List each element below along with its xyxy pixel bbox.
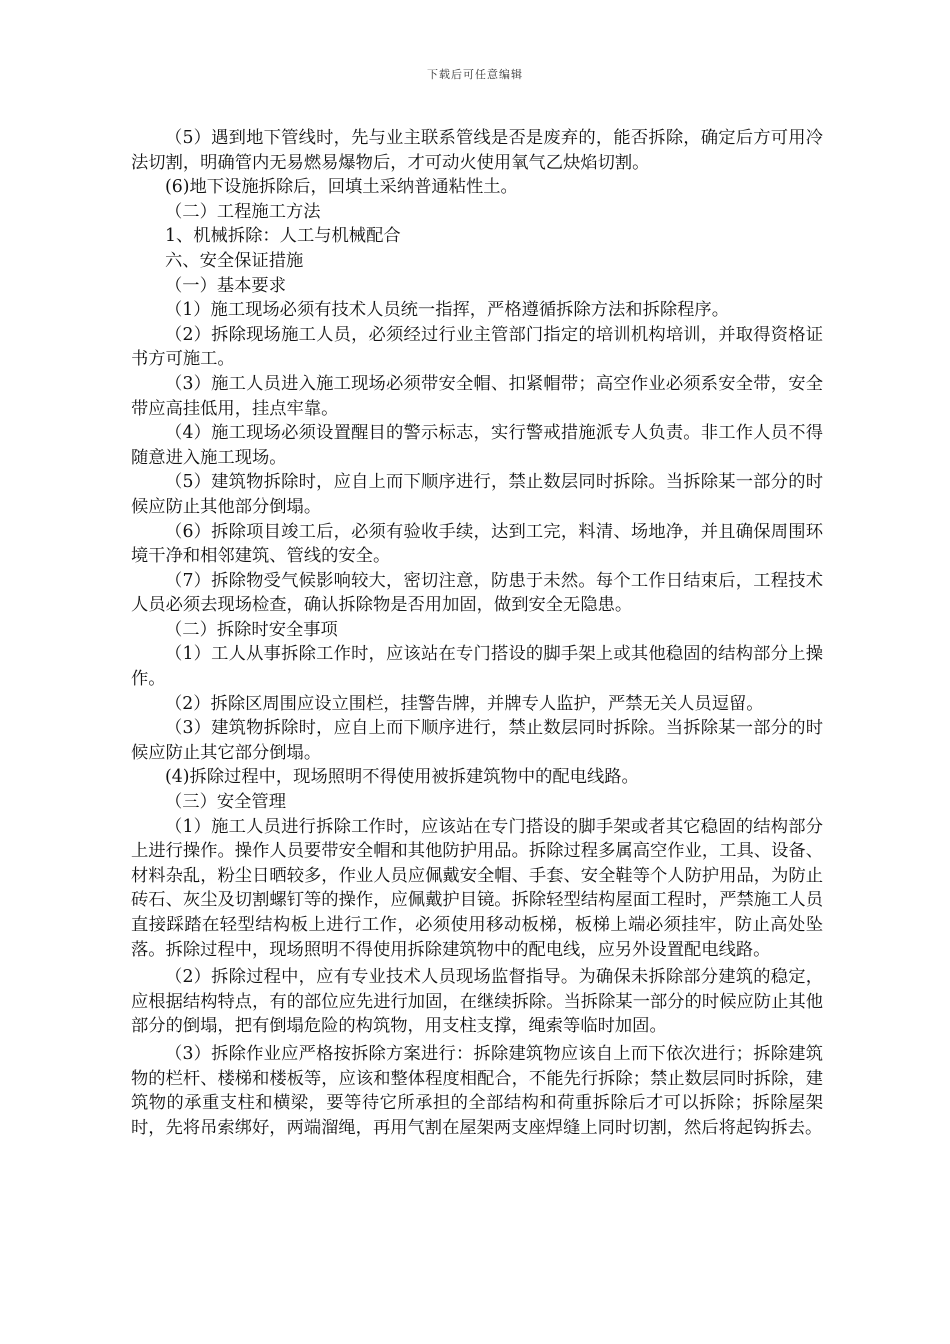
paragraph: (6)地下设施拆除后，回填土采纳普通粘性土。 xyxy=(165,177,518,198)
document-body xyxy=(131,126,823,1140)
section-heading: （一）基本要求 xyxy=(165,275,286,296)
section-heading: （二）拆除时安全事项 xyxy=(165,619,338,640)
paragraph: （1）工人从事拆除工作时，应该站在专门搭设的脚手架上或其他稳固的结构部分上操作。 xyxy=(131,644,823,690)
paragraph: （7）拆除物受气候影响较大，密切注意，防患于未然。每个工作日结束后，工程技术人员必须去现场检查，确认拆除物是否用加固，做到安全无隐患。 xyxy=(131,570,823,616)
paragraph: （6）拆除项目竣工后，必须有验收手续，达到工完，料清、场地净，并且确保周围环境干净和相邻建筑、管线的安全。 xyxy=(131,521,823,567)
paragraph: (4)拆除过程中，现场照明不得使用被拆建筑物中的配电线路。 xyxy=(165,767,639,788)
paragraph: 1、机械拆除：人工与机械配合 xyxy=(165,226,401,247)
section-heading: （三）安全管理 xyxy=(165,792,286,813)
paragraph: （1）施工现场必须有技术人员统一指挥，严格遵循拆除方法和拆除程序。 xyxy=(165,300,729,321)
paragraph: （1）施工人员进行拆除工作时，应该站在专门搭设的脚手架或者其它稳固的结构部分上进行操作。操作人员要带安全帽和其他防护用品。拆除过程多属高空作业，工具、设备、材料杂乱，粉尘日晒较多，作业人员应佩戴安全帽、手套、安全鞋等个人防护用品，为防止砖石、灰尘及切割螺钉等的操作，应佩戴护目镜。拆除轻型结构屋面工程时，严禁施工人员直接踩踏在轻型结构板上进行工作，必须使用移动板梯，板梯上端必须挂牢，防止高处坠落。拆除过程中，现场照明不得使用拆除建筑物中的配电线，应另外设置配电线路。 xyxy=(131,816,823,960)
paragraph: （2）拆除过程中，应有专业技术人员现场监督指导。为确保未拆除部分建筑的稳定，应根据结构特点，有的部位应先进行加固，在继续拆除。当拆除某一部分的时候应防止其他部分的倒塌，把有倒塌危险的构筑物，用支柱支撑，绳索等临时加固。 xyxy=(131,967,823,1037)
paragraph: （2）拆除区周围应设立围栏，挂警告牌，并牌专人监护，严禁无关人员逗留。 xyxy=(165,693,764,714)
paragraph: （5）遇到地下管线时，先与业主联系管线是否是废弃的，能否拆除，确定后方可用冷法切割，明确管内无易燃易爆物后，才可动火使用氧气乙炔焰切割。 xyxy=(131,128,823,173)
section-heading: （二）工程施工方法 xyxy=(165,201,321,222)
paragraph: （5）建筑物拆除时，应自上而下顺序进行，禁止数层同时拆除。当拆除某一部分的时候应防止其他部分倒塌。 xyxy=(131,472,823,517)
paragraph: （4）施工现场必须设置醒目的警示标志，实行警戒措施派专人负责。非工作人员不得随意进入施工现场。 xyxy=(131,423,823,468)
section-heading: 六、安全保证措施 xyxy=(165,250,304,271)
page-header: 下载后可任意编辑 xyxy=(427,68,523,81)
paragraph: （3）拆除作业应严格按拆除方案进行：拆除建筑物应该自上而下依次进行；拆除建筑物的栏杆、楼梯和楼板等，应该和整体程度相配合，不能先行拆除；禁止数层同时拆除，建筑物的承重支柱和横梁，要等待它所承担的全部结构和荷重拆除后才可以拆除；拆除屋架时，先将吊索绑好，两端溜绳，再用气割在屋架两支座焊缝上同时切割，然后将起钩拆去。 xyxy=(131,1043,823,1138)
paragraph: （2）拆除现场施工人员，必须经过行业主管部门指定的培训机构培训，并取得资格证书方可施工。 xyxy=(131,324,823,370)
paragraph: （3）建筑物拆除时，应自上而下顺序进行，禁止数层同时拆除。当拆除某一部分的时候应防止其它部分倒塌。 xyxy=(131,718,823,763)
paragraph: （3）施工人员进入施工现场必须带安全帽、扣紧帽带；高空作业必须系安全带，安全带应高挂低用，挂点牢靠。 xyxy=(131,373,823,419)
